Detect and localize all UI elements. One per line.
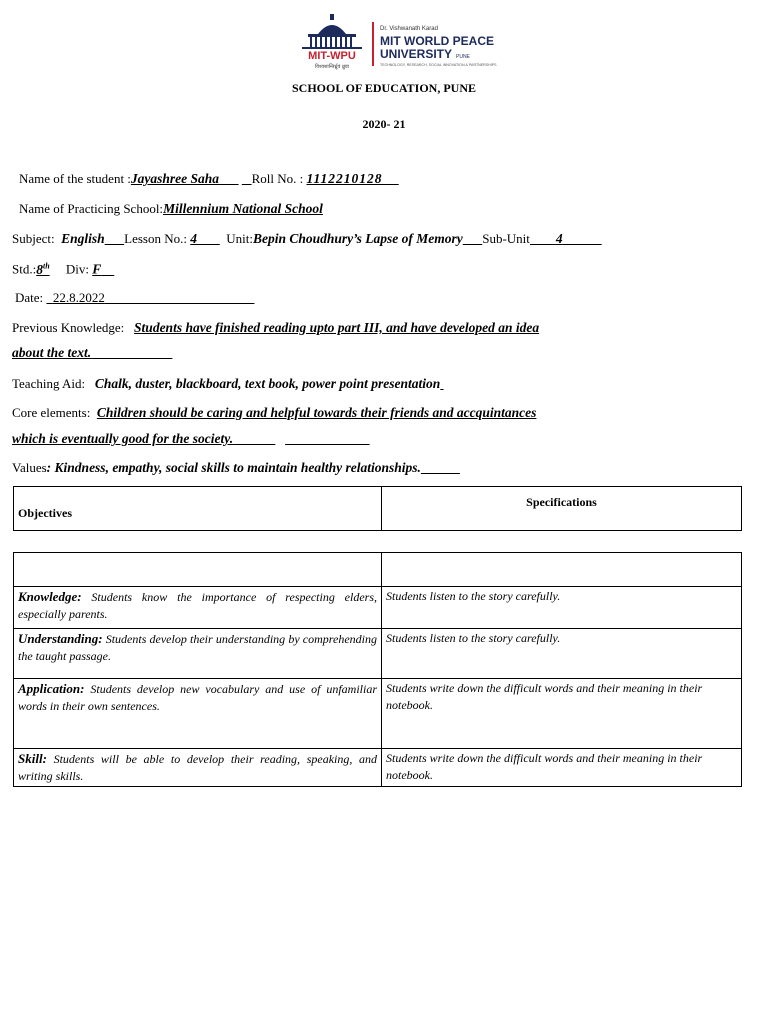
subject-value: English — [61, 231, 105, 246]
std-line — [12, 261, 114, 278]
roll-label: Roll No. : — [251, 171, 304, 186]
values-label: Values — [12, 460, 47, 475]
prev-label: Previous Knowledge: — [12, 320, 125, 335]
prev-value-line2: about the text. — [12, 345, 92, 360]
objective-cell — [14, 587, 382, 629]
university-logo — [288, 12, 497, 74]
svg-text:TECHNOLOGY, RESEARCH, SOCIAL I: TECHNOLOGY, RESEARCH, SOCIAL INNOVATION & PARTNERSHIPS — [380, 63, 497, 67]
objective-term: Understanding: — [18, 631, 103, 646]
objective-text: Students know the importance of respecting elders, especially parents. — [18, 590, 378, 621]
practicing-label: Name of Practicing School: — [19, 201, 164, 216]
logo-brand-text: MIT-WPU — [308, 50, 356, 62]
date-value: 22.8.2022 — [52, 290, 105, 305]
objectives-table — [13, 552, 742, 787]
specification-cell: Students listen to the story carefully. — [382, 587, 742, 629]
date-label: Date: — [15, 290, 44, 305]
unit-value: Bepin Choudhury’s Lapse of Memory — [252, 231, 463, 246]
div-label: Div: — [65, 261, 90, 277]
school-heading: SCHOOL OF EDUCATION, PUNE — [291, 81, 477, 95]
objective-term: Knowledge: — [18, 589, 82, 604]
values-value: : Kindness, empathy, social skills to maintain healthy relationships. — [46, 460, 421, 475]
std-value: 8th — [36, 261, 50, 277]
roll-value: 1112210128 — [306, 171, 383, 186]
objective-cell — [14, 749, 382, 787]
prev-value-line1: Students have finished reading upto part III, and have developed an idea — [134, 320, 540, 335]
lesson-value: 4 — [190, 231, 197, 246]
core-value-line1: Children should be caring and helpful towards their friends and accquintances — [96, 405, 537, 420]
svg-text:PUNE: PUNE — [456, 54, 470, 60]
core-elements-line2 — [12, 431, 370, 447]
table-row — [14, 749, 742, 787]
objective-text: Students develop their understanding by comprehending the taught passage. — [18, 632, 378, 663]
objective-cell — [14, 629, 382, 679]
subunit-label: Sub-Unit — [482, 231, 530, 246]
logo-university-line2: UNIVERSITY — [380, 47, 453, 61]
aid-value: Chalk, duster, blackboard, text book, power point presentation — [94, 376, 441, 391]
objective-text: Students will be able to develop their reading, speaking, and writing skills. — [18, 752, 378, 783]
date-line — [15, 290, 254, 306]
student-value: Jayashree Saha — [130, 171, 220, 186]
lesson-label: Lesson No.: — [124, 231, 187, 246]
unit-label: Unit: — [226, 231, 253, 246]
objective-cell — [14, 679, 382, 749]
logo-university-line1: MIT WORLD PEACE — [380, 34, 494, 48]
specification-cell: Students write down the difficult words and their meaning in their notebook. — [382, 679, 742, 749]
objective-term: Application: — [18, 681, 85, 696]
subject-line — [12, 231, 602, 247]
mit-wpu-logo-graphic — [288, 12, 497, 74]
objective-text: Students develop new vocabulary and use of unfamiliar words in their own sentences. — [18, 682, 377, 713]
student-line — [19, 171, 399, 187]
teaching-aid-line — [12, 376, 444, 392]
specifications-header: Specifications — [382, 487, 742, 531]
svg-text:Dr. Vishwanath Karad: Dr. Vishwanath Karad — [380, 26, 438, 32]
subject-label: Subject: — [12, 231, 55, 246]
specification-cell: Students write down the difficult words and their meaning in their notebook. — [382, 749, 742, 787]
core-label: Core elements: — [12, 405, 91, 420]
values-line — [12, 460, 460, 476]
table-row-empty — [14, 553, 742, 587]
table-row — [14, 679, 742, 749]
subunit-value: 4 — [555, 231, 563, 246]
specification-cell: Students listen to the story carefully. — [382, 629, 742, 679]
practicing-value: Millennium National School — [163, 201, 323, 216]
objectives-header-table — [13, 486, 742, 531]
previous-knowledge-line — [12, 320, 539, 336]
table-row — [14, 587, 742, 629]
div-value: F — [92, 261, 102, 277]
academic-year: 2020- 21 — [362, 117, 406, 131]
aid-label: Teaching Aid: — [12, 376, 86, 391]
previous-knowledge-line2 — [12, 345, 172, 361]
objective-term: Skill: — [18, 751, 47, 766]
core-elements-line — [12, 405, 536, 421]
student-label: Name of the student : — [19, 171, 131, 186]
table-row — [14, 629, 742, 679]
core-value-line2: which is eventually good for the society. — [12, 431, 234, 446]
std-label: Std.: — [12, 261, 37, 277]
practicing-school-line — [19, 201, 323, 217]
objectives-header: Objectives — [14, 487, 382, 531]
svg-text:विश्वशान्तिर्ध्रुवं ध्रुवा: विश्वशान्तिर्ध्रुवं ध्रुवा — [315, 64, 349, 70]
